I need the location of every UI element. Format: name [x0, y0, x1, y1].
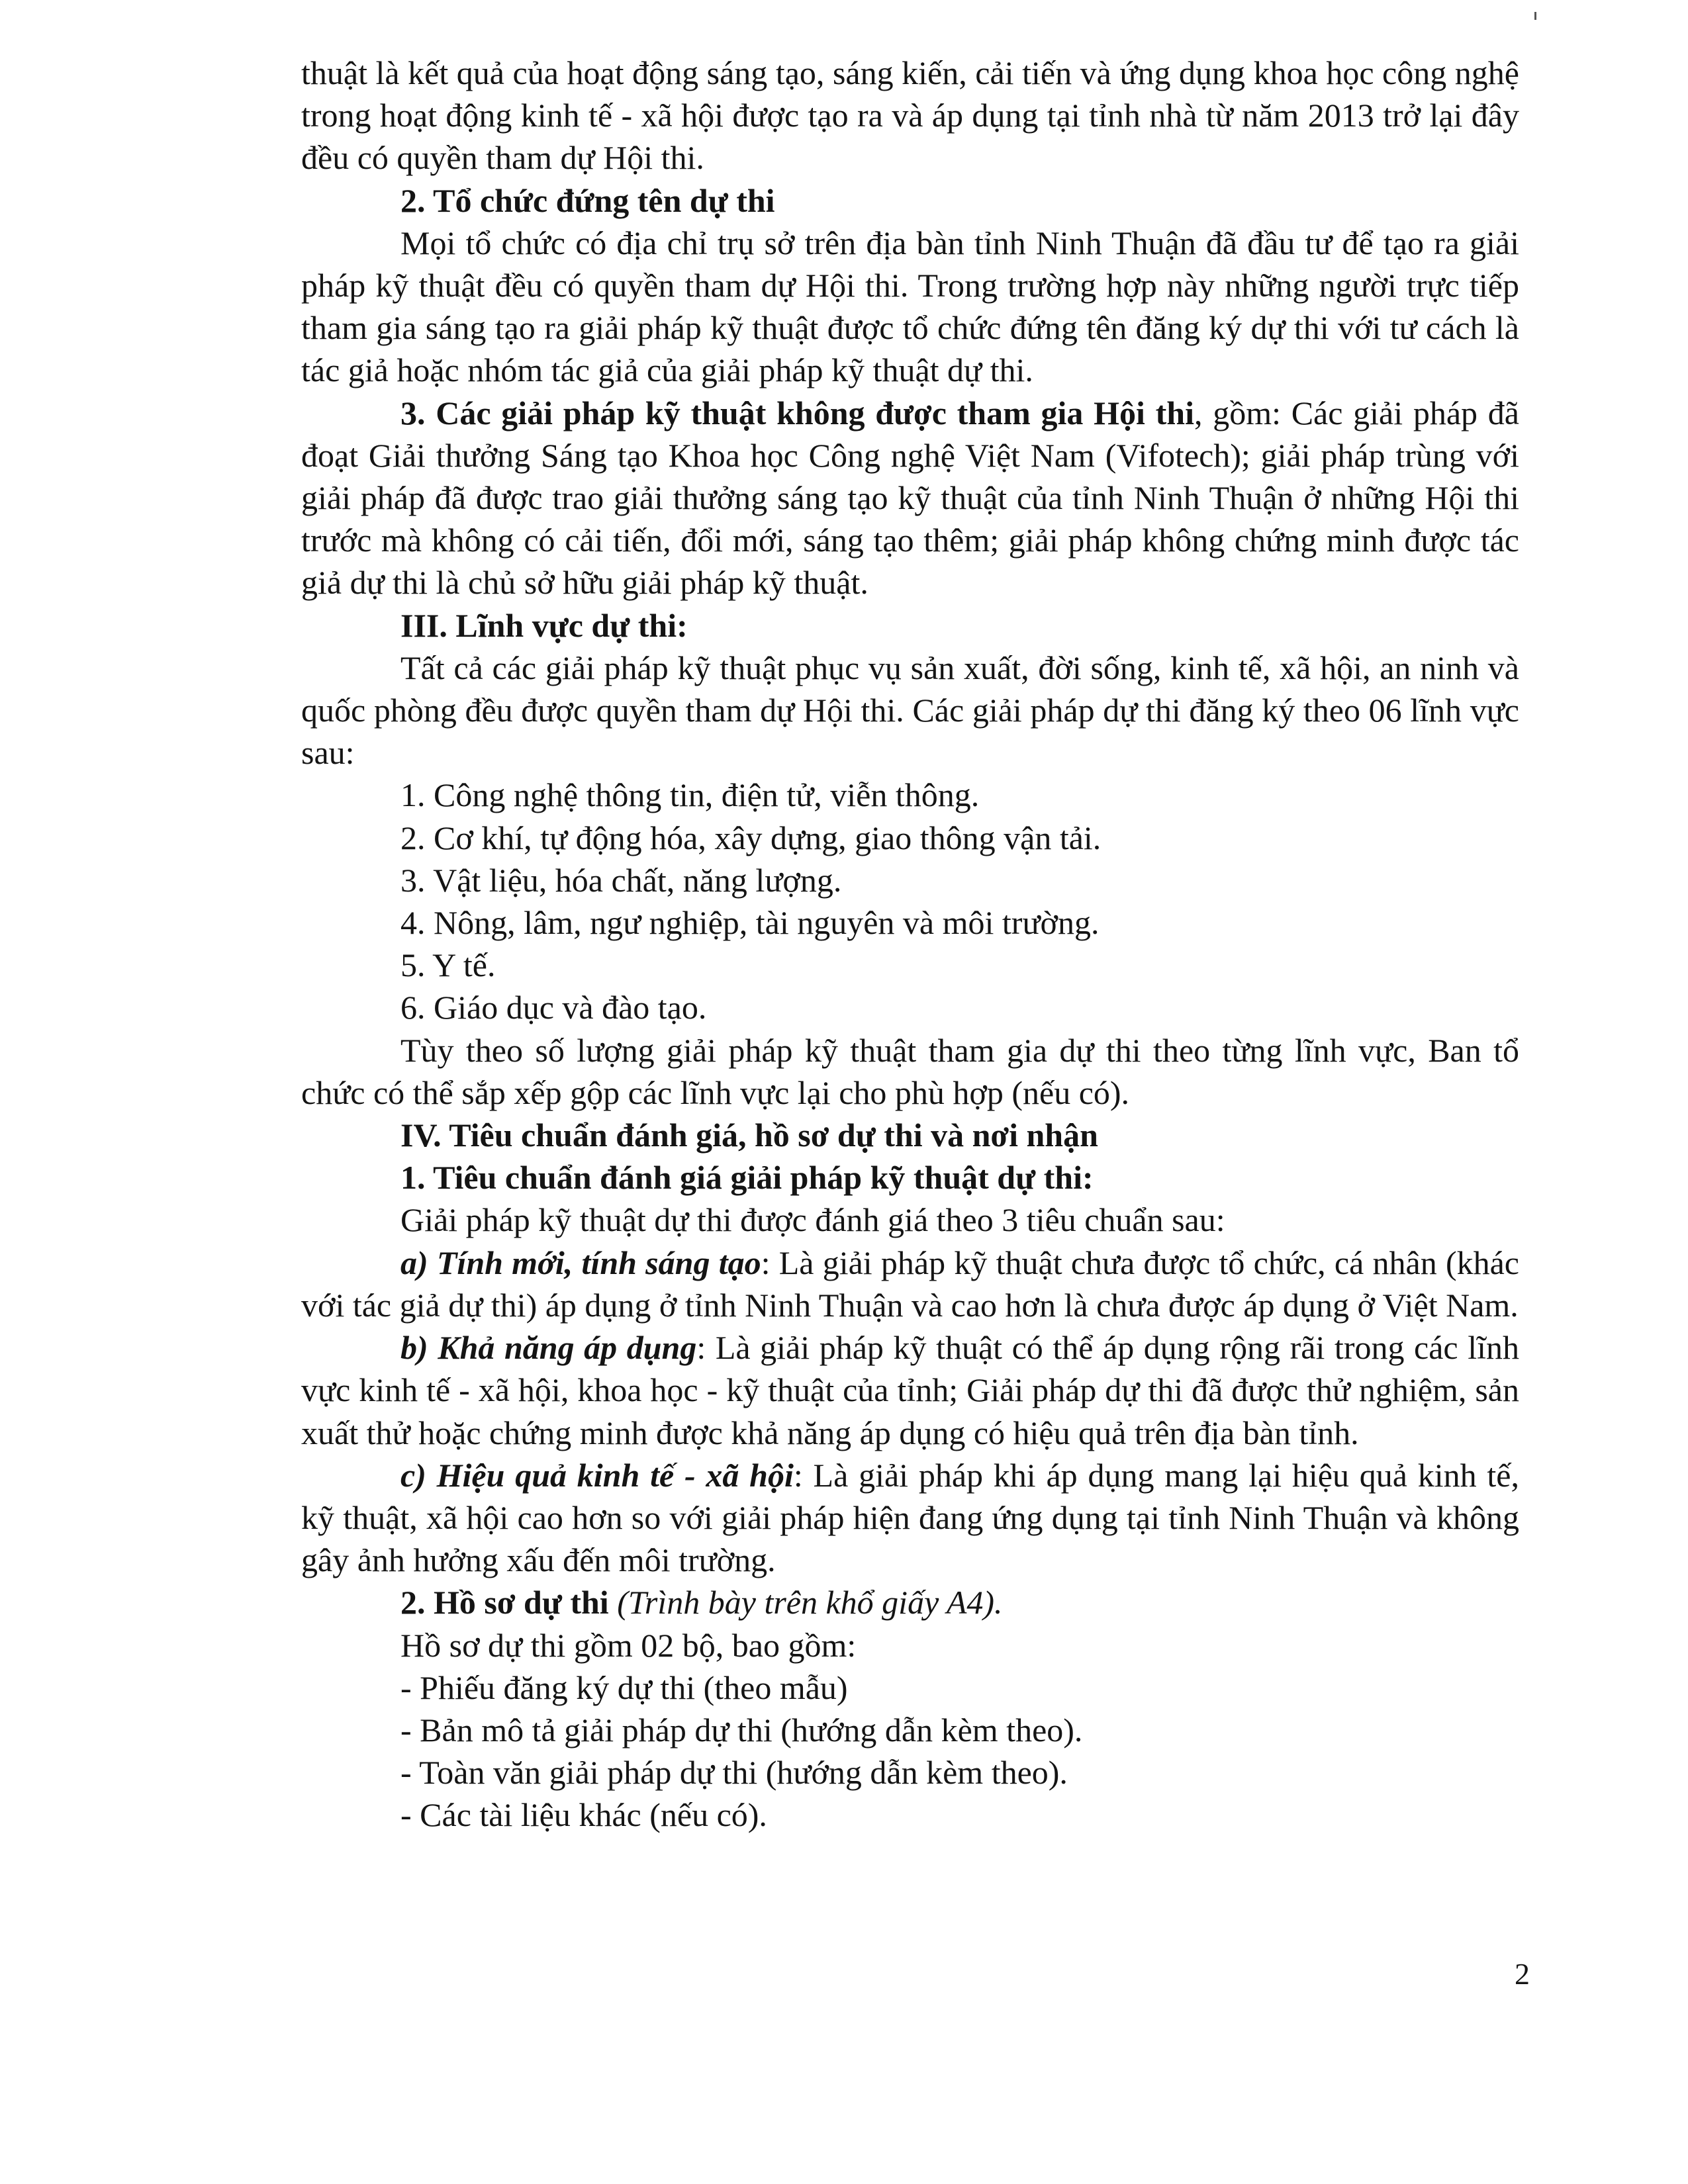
fields-list	[301, 774, 1519, 1028]
list-item-dossier-4: - Các tài liệu khác (nếu có).	[400, 1796, 767, 1834]
criterion-b-label: b) Khả năng áp dụng	[400, 1329, 697, 1367]
document-body	[301, 52, 1519, 1837]
paragraph-fields-intro: Tất cả các giải pháp kỹ thuật phục vụ sản xuất, đời sống, kinh tế, xã hội, an ninh và quốc phòng đều được quyền tham dự Hội thi. Các giải pháp dự thi đăng ký theo 06 lĩnh vực sau:	[301, 649, 1519, 772]
paragraph-fields-grouping: Tùy theo số lượng giải pháp kỹ thuật tham gia dự thi theo từng lĩnh vực, Ban tổ chức có thể sắp xếp gộp các lĩnh vực lại cho phù hợp (nếu có).	[301, 1031, 1519, 1111]
heading-dossier	[301, 1581, 1519, 1623]
page-number: 2	[1515, 1957, 1530, 1991]
criterion-a-text: : Là giải pháp kỹ thuật chưa được tổ chức, cá nhân (khác với tác giả dự thi) áp dụng ở tỉnh Ninh Thuận và cao hơn là chưa được áp dụng ở Việt Nam.	[301, 1244, 1519, 1324]
dossier-list	[301, 1666, 1519, 1837]
list-item-field-6: 6. Giáo dục và đào tạo.	[400, 989, 707, 1026]
list-item-field-5: 5. Y tế.	[400, 946, 496, 984]
heading-criteria-dossier: IV. Tiêu chuẩn đánh giá, hồ sơ dự thi và nơi nhận	[400, 1116, 1098, 1154]
criterion-b	[301, 1326, 1519, 1454]
paragraph-dossier-intro: Hồ sơ dự thi gồm 02 bộ, bao gồm:	[400, 1626, 857, 1664]
paragraph-eligibility-continued: thuật là kết quả của hoạt động sáng tạo, sáng kiến, cải tiến và ứng dụng khoa học công nghệ trong hoạt động kinh tế - xã hội được tạo ra và áp dụng tại tỉnh nhà từ năm 2013 trở lại đây đều có quyền tham dự Hội thi.	[301, 54, 1519, 177]
criterion-b-text: : Là giải pháp kỹ thuật có thể áp dụng rộng rãi trong các lĩnh vực kinh tế - xã hội, khoa học - kỹ thuật của tỉnh; Giải pháp dự thi đã được thử nghiệm, sản xuất thử hoặc chứng minh được khả năng áp dụng có hiệu quả trên địa bàn tỉnh.	[301, 1329, 1519, 1451]
scan-mark	[1534, 12, 1536, 20]
criterion-a	[301, 1242, 1519, 1326]
criterion-a-label: a) Tính mới, tính sáng tạo	[400, 1244, 761, 1281]
criterion-c-label: c) Hiệu quả kinh tế - xã hội	[400, 1456, 794, 1494]
list-item-field-4: 4. Nông, lâm, ngư nghiệp, tài nguyên và môi trường.	[400, 904, 1100, 942]
heading-evaluation-criteria: 1. Tiêu chuẩn đánh giá giải pháp kỹ thuật dự thi:	[400, 1159, 1094, 1197]
excluded-solutions-text: , gồm: Các giải pháp đã đoạt Giải thưởng Sáng tạo Khoa học Công nghệ Việt Nam (Vifotech); giải pháp trùng với giải pháp đã được trao giải thưởng sáng tạo kỹ thuật của tỉnh Ninh Thuận ở những Hội thi trước mà không có cải tiến, đổi mới, sáng tạo thêm; giải pháp không chứng minh được tác giả dự thi là chủ sở hữu giải pháp kỹ thuật.	[301, 394, 1519, 602]
list-item-dossier-3: - Toàn văn giải pháp dự thi (hướng dẫn kèm theo).	[400, 1754, 1068, 1792]
list-item-dossier-1: - Phiếu đăng ký dự thi (theo mẫu)	[400, 1668, 848, 1706]
heading-organization: 2. Tổ chức đứng tên dự thi	[400, 181, 775, 219]
heading-dossier-note: (Trình bày trên khổ giấy A4).	[617, 1584, 1003, 1621]
heading-dossier-label: 2. Hồ sơ dự thi	[400, 1584, 609, 1621]
criterion-c-text: : Là giải pháp khi áp dụng mang lại hiệu quả kinh tế, kỹ thuật, xã hội cao hơn so với giải pháp hiện đang ứng dụng tại tỉnh Ninh Thuận và không gây ảnh hưởng xấu đến môi trường.	[301, 1456, 1519, 1579]
paragraph-excluded-solutions	[301, 392, 1519, 604]
list-item-field-2: 2. Cơ khí, tự động hóa, xây dựng, giao thông vận tải.	[400, 819, 1102, 856]
list-item-field-3: 3. Vật liệu, hóa chất, năng lượng.	[400, 861, 842, 899]
paragraph-organization: Mọi tổ chức có địa chỉ trụ sở trên địa bàn tỉnh Ninh Thuận đã đầu tư để tạo ra giải pháp kỹ thuật đều có quyền tham dự Hội thi. Trong trường hợp này những người trực tiếp tham gia sáng tạo ra giải pháp kỹ thuật được tổ chức đứng tên đăng ký dự thi với tư cách là tác giả hoặc nhóm tác giả của giải pháp kỹ thuật dự thi.	[301, 224, 1519, 389]
list-item-dossier-2: - Bản mô tả giải pháp dự thi (hướng dẫn kèm theo).	[400, 1711, 1083, 1749]
list-item-field-1: 1. Công nghệ thông tin, điện tử, viễn thông.	[400, 776, 980, 814]
heading-excluded-solutions: 3. Các giải pháp kỹ thuật không được tham gia Hội thi	[400, 394, 1194, 432]
criterion-c	[301, 1454, 1519, 1582]
paragraph-criteria-intro: Giải pháp kỹ thuật dự thi được đánh giá theo 3 tiêu chuẩn sau:	[400, 1201, 1225, 1239]
heading-fields: III. Lĩnh vực dự thi:	[400, 606, 688, 644]
